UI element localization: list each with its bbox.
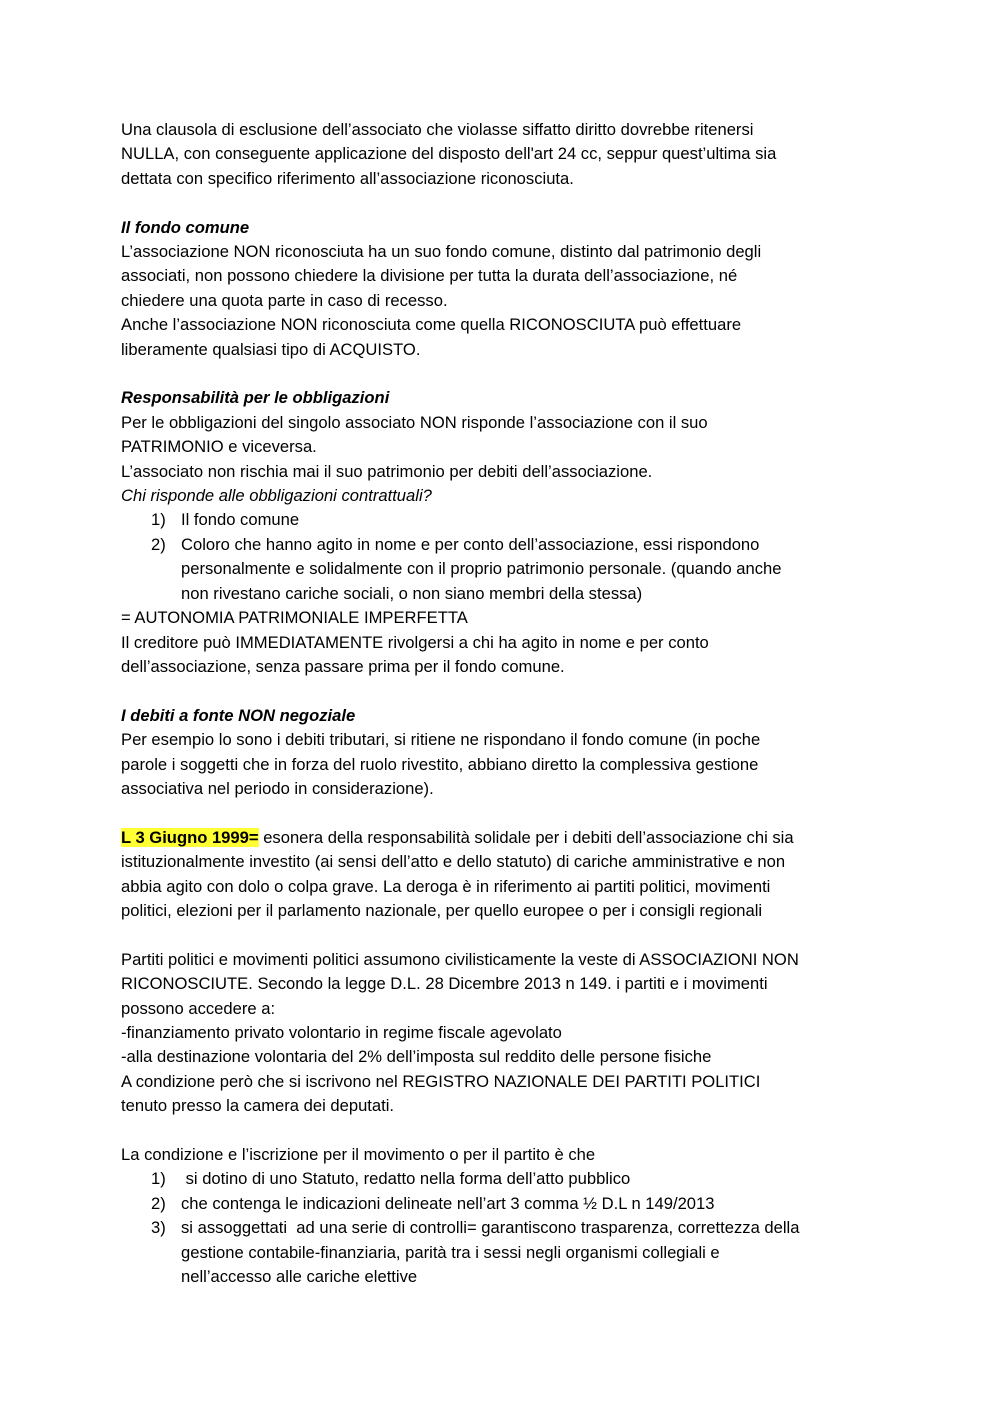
section-heading: Responsabilità per le obbligazioni [121,388,390,408]
text-line: = AUTONOMIA PATRIMONIALE IMPERFETTA [121,608,468,628]
text-line: Il creditore può IMMEDIATAMENTE rivolgersi a chi ha agito in nome e per conto [121,632,709,652]
text-line: L’associazione NON riconosciuta ha un suo fondo comune, distinto dal patrimonio degli [121,242,762,262]
section-legge [121,826,891,924]
list-number: 2) [151,534,166,554]
text-line: istituzionalmente investito (ai sensi dell’atto e dello statuto) di cariche amministrative e non [121,852,786,872]
list-item-text: gestione contabile-finanziaria, parità tra i sessi negli organismi collegiali e [181,1242,720,1262]
list-item-text: si assoggettati ad una serie di controlli= garantiscono trasparenza, correttezza della [181,1218,800,1238]
text-line [121,826,891,850]
text-line: tenuto presso la camera dei deputati. [121,1096,395,1116]
text-line: Partiti politici e movimenti politici assumono civilisticamente la veste di ASSOCIAZIONI NON [121,949,799,969]
spacer [121,801,891,825]
text-line: liberamente qualsiasi tipo di ACQUISTO. [121,339,421,359]
text-line: possono accedere a: [121,998,276,1018]
numbered-list [121,1167,891,1289]
list-item [121,1192,891,1216]
text-line: Per esempio lo sono i debiti tributari, si ritiene ne rispondano il fondo comune (in poche [121,730,761,750]
spacer [121,1119,891,1143]
section-heading: I debiti a fonte NON negoziale [121,705,356,725]
list-number: 2) [151,1193,166,1213]
list-number: 1) [151,1169,166,1189]
text-line: chiedere una quota parte in caso di recesso. [121,290,448,310]
text-line: -alla destinazione volontaria del 2% dell’imposta sul reddito delle persone fisiche [121,1047,712,1067]
spacer [121,362,891,386]
list-item [121,533,891,606]
text-line: La condizione e l’iscrizione per il movimento o per il partito è che [121,1144,596,1164]
text-line: L’associato non rischia mai il suo patrimonio per debiti dell’associazione. [121,461,653,481]
spacer [121,923,891,947]
spacer [121,679,891,703]
text-line: politici, elezioni per il parlamento nazionale, per quello europee o per i consigli regionali [121,900,763,920]
list-item-text: non rivestano cariche sociali, o non siano membri della stessa) [181,583,643,603]
text-line: NULLA, con conseguente applicazione del disposto dell'art 24 cc, seppur quest’ultima sia [121,144,777,164]
spacer [121,191,891,215]
text-line: A condizione però che si iscrivono nel REGISTRO NAZIONALE DEI PARTITI POLITICI [121,1071,761,1091]
question-line: Chi risponde alle obbligazioni contrattuali? [121,486,432,506]
text-line: parole i soggetti che in forza del ruolo rivestito, abbiano diretto la complessiva gestione [121,754,759,774]
text-line: associati, non possono chiedere la divisione per tutta la durata dell’associazione, né [121,266,738,286]
list-item [121,1167,891,1191]
section-debiti [121,704,891,802]
text-line: PATRIMONIO e viceversa. [121,437,317,457]
text-line: Una clausola di esclusione dell’associato che violasse siffatto diritto dovrebbe ritenersi [121,120,754,139]
section-partiti [121,948,891,1119]
list-item-text: nell’accesso alle cariche elettive [181,1267,418,1286]
text-line: abbia agito con dolo o colpa grave. La deroga è in riferimento ai partiti politici, movimenti [121,876,771,896]
section-responsabilita [121,386,891,679]
list-item-text: Coloro che hanno agito in nome e per conto dell’associazione, essi rispondono [181,534,760,554]
section-heading: Il fondo comune [121,217,250,237]
text-line: Anche l’associazione NON riconosciuta come quella RICONOSCIUTA può effettuare [121,315,742,335]
highlighted-law-reference: L 3 Giugno 1999= [121,827,259,847]
list-item [121,508,891,532]
text-line: RICONOSCIUTE. Secondo la legge D.L. 28 Dicembre 2013 n 149. i partiti e i movimenti [121,974,768,994]
list-number: 1) [151,510,166,530]
list-item-text: Il fondo comune [181,510,300,530]
list-item-text: si dotino di uno Statuto, redatto nella forma dell’atto pubblico [181,1169,631,1189]
section-condizione [121,1143,891,1289]
list-number: 3) [151,1218,166,1238]
text-line: dettata con specifico riferimento all’associazione riconosciuta. [121,168,574,188]
intro-paragraph [121,118,891,191]
list-item-text: che contenga le indicazioni delineate nell’art 3 comma ½ D.L n 149/2013 [181,1193,715,1213]
text-run: esonera della responsabilità solidale per i debiti dell’associazione chi sia [258,827,794,847]
text-line: dell’associazione, senza passare prima per il fondo comune. [121,656,565,676]
text-line: associativa nel periodo in considerazione). [121,778,434,798]
numbered-list [121,508,891,606]
list-item [121,1216,891,1289]
section-fondo-comune [121,216,891,362]
text-line: Per le obbligazioni del singolo associato NON risponde l’associazione con il suo [121,412,708,432]
list-item-text: personalmente e solidalmente con il proprio patrimonio personale. (quando anche [181,559,782,579]
text-line: -finanziamento privato volontario in regime fiscale agevolato [121,1022,562,1042]
document-page [121,118,891,1289]
